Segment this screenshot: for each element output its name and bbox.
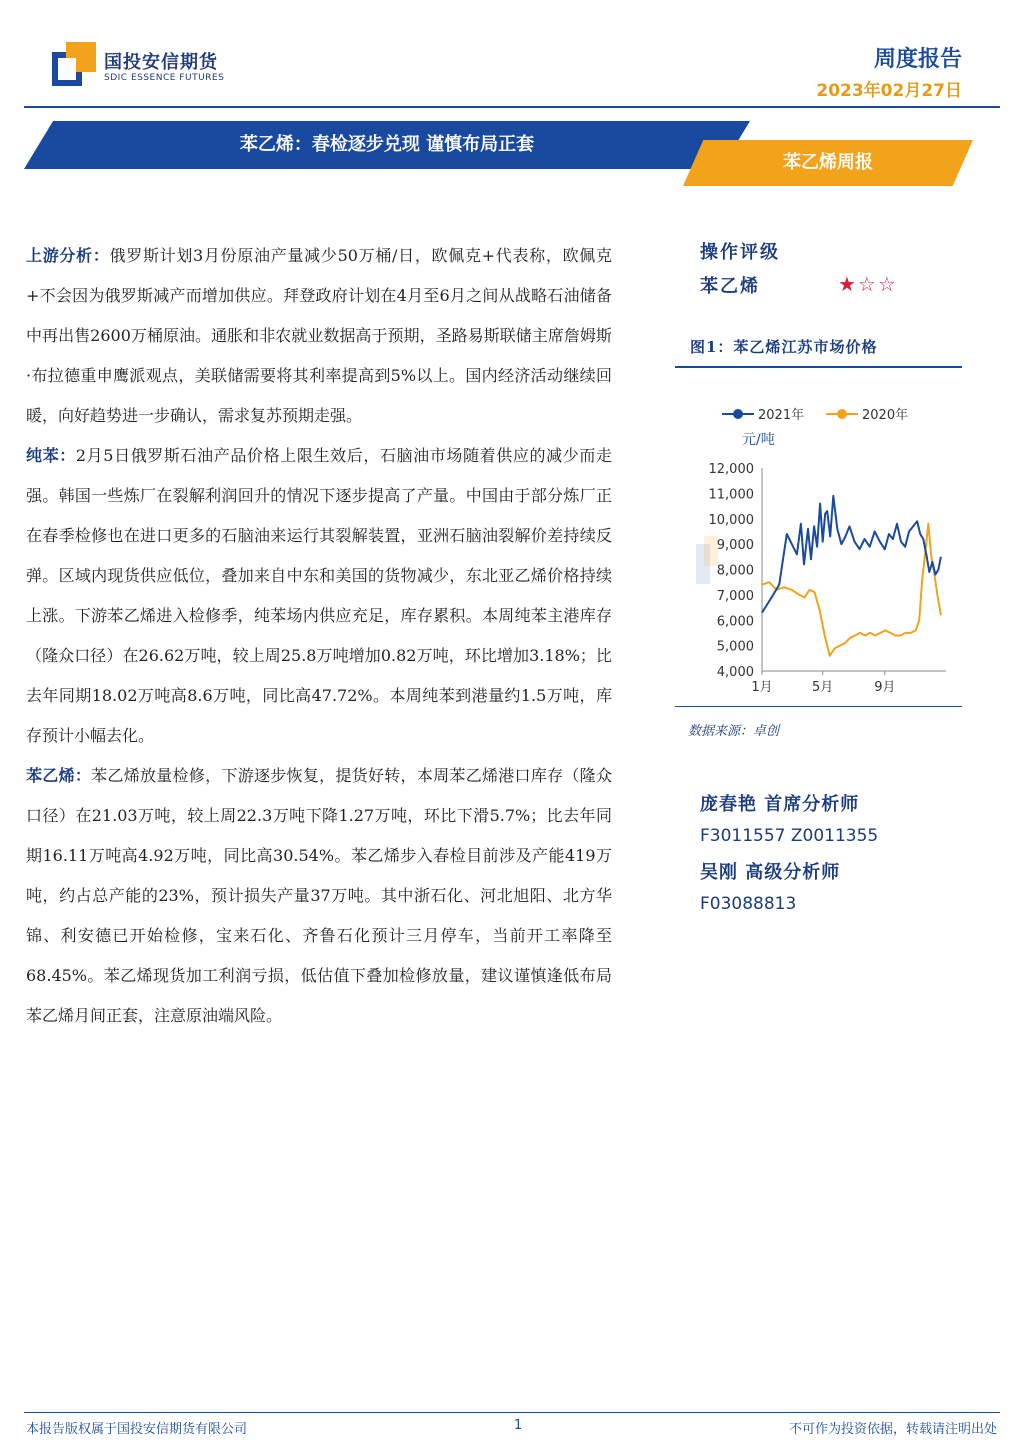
x-tick-label: 9月	[874, 680, 896, 695]
company-name-en: SDIC ESSENCE FUTURES	[104, 73, 225, 83]
price-chart	[676, 394, 962, 704]
company-name-cn: 国投安信期货	[104, 52, 218, 73]
legend-marker	[733, 409, 743, 419]
y-axis-ticks	[709, 462, 755, 680]
x-tick-label: 5月	[812, 680, 834, 695]
y-tick-label: 8,000	[716, 563, 754, 579]
rating-stars: ★☆☆	[838, 272, 898, 296]
figure-title: 图1：苯乙烯江苏市场价格	[690, 338, 878, 356]
y-tick-label: 5,000	[716, 639, 754, 655]
y-tick-label: 7,000	[716, 588, 754, 604]
series-line-2021	[762, 496, 941, 613]
analyst-2-code: F03088813	[700, 894, 797, 914]
y-axis-unit: 元/吨	[742, 432, 775, 448]
footer-divider	[24, 1412, 1000, 1413]
analyst-2-name: 吴刚 高级分析师	[700, 862, 841, 883]
report-subtitle: 苯乙烯周报	[783, 152, 873, 173]
x-tick-label: 1月	[751, 680, 773, 695]
report-type: 周度报告	[873, 47, 962, 72]
y-tick-label: 11,000	[708, 487, 754, 503]
watermark-logo-icon	[704, 536, 718, 566]
header-divider	[24, 106, 1000, 108]
analyst-1-name: 庞春艳 首席分析师	[700, 794, 860, 815]
legend-label: 2021年	[758, 408, 805, 423]
report-title: 苯乙烯：春检逐步兑现 谨慎布局正套	[239, 134, 535, 155]
report-date: 2023年02月27日	[816, 81, 962, 101]
logo-icon	[52, 42, 96, 86]
footer-copyright: 本报告版权属于国投安信期货有限公司	[26, 1422, 248, 1437]
chart-watermark	[696, 536, 718, 584]
paragraph-label: 纯苯：	[26, 446, 76, 465]
benzene-paragraph	[26, 436, 612, 756]
y-tick-label: 9,000	[716, 538, 754, 554]
data-source: 数据来源：卓创	[688, 724, 780, 739]
rating-title: 操作评级	[700, 242, 780, 263]
company-logo	[52, 42, 96, 86]
upstream-paragraph	[26, 236, 612, 436]
footer-disclaimer: 不可作为投资依据，转载请注明出处	[788, 1422, 997, 1437]
page-number: 1	[514, 1418, 523, 1433]
figure-bottom-rule	[675, 706, 962, 707]
styrene-paragraph	[26, 756, 612, 1036]
paragraph-text: 2月5日俄罗斯石油产品价格上限生效后，石脑油市场随着供应的减少而走强。韩国一些炼厂在裂解利润回升的情况下逐步提高了产量。中国由于部分炼厂正在春季检修也在进口更多的石脑油来运行其裂解装置，亚洲石脑油裂解价差持续反弹。区域内现货供应低位，叠加来自中东和美国的货物减少，东北亚乙烯价格持续上涨。下游苯乙烯进入检修季，纯苯场内供应充足，库存累积。本周纯苯主港库存（隆众口径）在26.62万吨，较上周25.8万吨增加0.82万吨，环比增加3.18%；比去年同期18.02万吨高8.6万吨，同比高47.72%。本周纯苯到港量约1.5万吨，库存预计小幅去化。	[26, 446, 612, 745]
y-tick-label: 12,000	[708, 462, 754, 477]
y-tick-label: 10,000	[708, 512, 754, 528]
rating-product: 苯乙烯	[700, 276, 760, 297]
legend-marker	[837, 409, 847, 419]
legend-label: 2020年	[862, 408, 909, 423]
paragraph-text: 苯乙烯放量检修，下游逐步恢复，提货好转，本周苯乙烯港口库存（隆众口径）在21.03万吨，较上周22.3万吨下降1.27万吨，环比下滑5.7%；比去年同期16.11万吨高4.92万吨，同比高30.54%。苯乙烯步入春检目前涉及产能419万吨，约占总产能的23%，预计损失产量37万吨。其中浙石化、河北旭阳、北方华锦、利安德已开始检修，宝来石化、齐鲁石化预计三月停车，当前开工率降至68.45%。苯乙烯现货加工利润亏损，低估值下叠加检修放量，建议谨慎逢低布局苯乙烯月间正套，注意原油端风险。	[26, 766, 612, 1025]
paragraph-text: 俄罗斯计划3月份原油产量减少50万桶/日，欧佩克+代表称，欧佩克+不会因为俄罗斯减产而增加供应。拜登政府计划在4月至6月之间从战略石油储备中再出售2600万桶原油。通胀和非农就业数据高于预期，圣路易斯联储主席詹姆斯·布拉德重申鹰派观点，美联储需要将其利率提高到5%以上。国内经济活动继续回暖，向好趋势进一步确认，需求复苏预期走强。	[26, 246, 612, 425]
chart-legend	[722, 407, 908, 423]
y-tick-label: 4,000	[716, 665, 754, 680]
chart-series	[762, 496, 941, 656]
y-tick-label: 6,000	[716, 614, 754, 630]
paragraph-label: 苯乙烯：	[26, 766, 92, 785]
figure-top-rule	[675, 366, 962, 368]
paragraph-label: 上游分析：	[26, 246, 110, 265]
series-line-2020	[762, 524, 941, 656]
x-axis-ticks	[751, 671, 895, 695]
analyst-1-code: F3011557 Z0011355	[700, 826, 879, 846]
analysis-body	[26, 236, 612, 1036]
